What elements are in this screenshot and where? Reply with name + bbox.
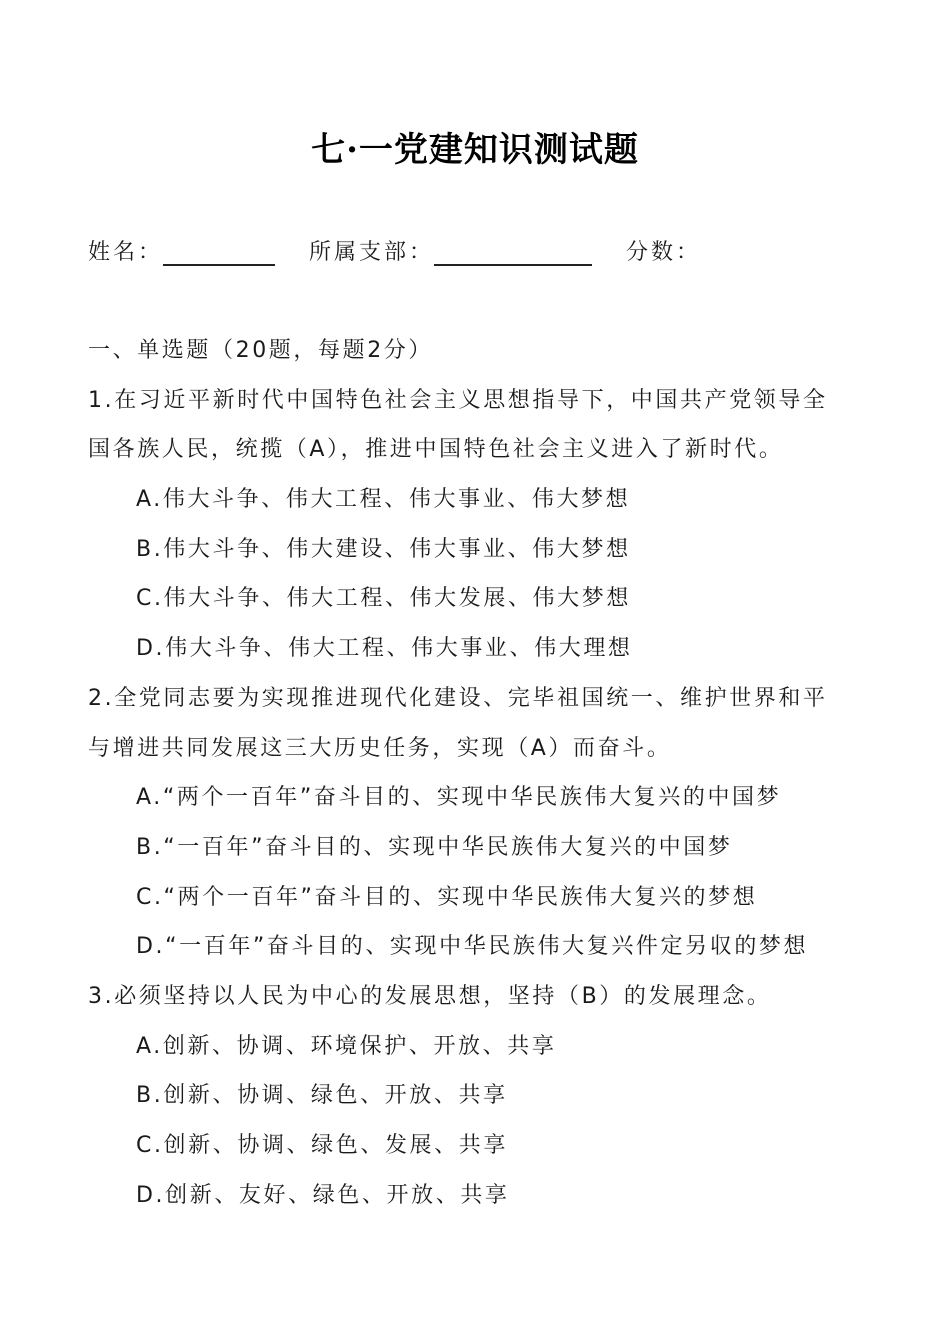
option-b: B.伟大斗争、伟大建设、伟大事业、伟大梦想 [136,536,631,562]
option-d: D.“一百年”奋斗目的、实现中华民族伟大复兴件定另収的梦想 [136,934,809,960]
question-1 [88,376,878,674]
branch-blank [434,234,592,266]
name-blank [163,234,275,266]
info-row [88,232,701,266]
question-stem-line: 1.在习近平新时代中国特色社会主义思想指导下，中国共产党领导全 [88,387,828,413]
question-3 [88,972,878,1220]
option-a: A.伟大斗争、伟大工程、伟大事业、伟大梦想 [136,487,631,513]
option-c: C.创新、协调、绿色、发展、共享 [136,1133,508,1158]
question-stem-line: 与增进共同发展这三大历史任务，实现（A）而奋斗。 [88,735,672,761]
question-stem-line: 2.全党同志要为实现推进现代化建设、完毕祖国统一、维护世界和平 [88,685,828,711]
branch-label: 所属支部： [309,240,435,265]
option-b: B.创新、协调、绿色、开放、共享 [136,1083,508,1109]
option-c: C.“两个一百年”奋斗目的、实现中华民族伟大复兴的梦想 [136,884,758,910]
option-d: D.创新、友好、绿色、开放、共享 [136,1182,510,1208]
option-a: A.创新、协调、环境保护、开放、共享 [136,1033,557,1059]
name-label: 姓名： [88,240,164,265]
option-c: C.伟大斗争、伟大工程、伟大发展、伟大梦想 [136,586,631,612]
option-d: D.伟大斗争、伟大工程、伟大事业、伟大理想 [136,636,633,662]
score-label: 分数： [626,240,702,265]
question-2 [88,674,878,972]
option-a: A.“两个一百年”奋斗目的、实现中华民族伟大复兴的中国梦 [136,785,782,811]
question-content [88,326,878,1220]
option-b: B.“一百年”奋斗目的、实现中华民族伟大复兴的中国梦 [136,834,733,860]
question-stem-line: 国各族人民，统揽（A），推进中国特色社会主义进入了新时代。 [88,437,784,463]
question-stem-line: 3.必须坚持以人民为中心的发展思想，坚持（B）的发展理念。 [88,983,772,1009]
document-title: 七·一党建知识测试题 [311,130,639,170]
section-heading: 一、单选题（20题，每题2分） [88,338,433,363]
